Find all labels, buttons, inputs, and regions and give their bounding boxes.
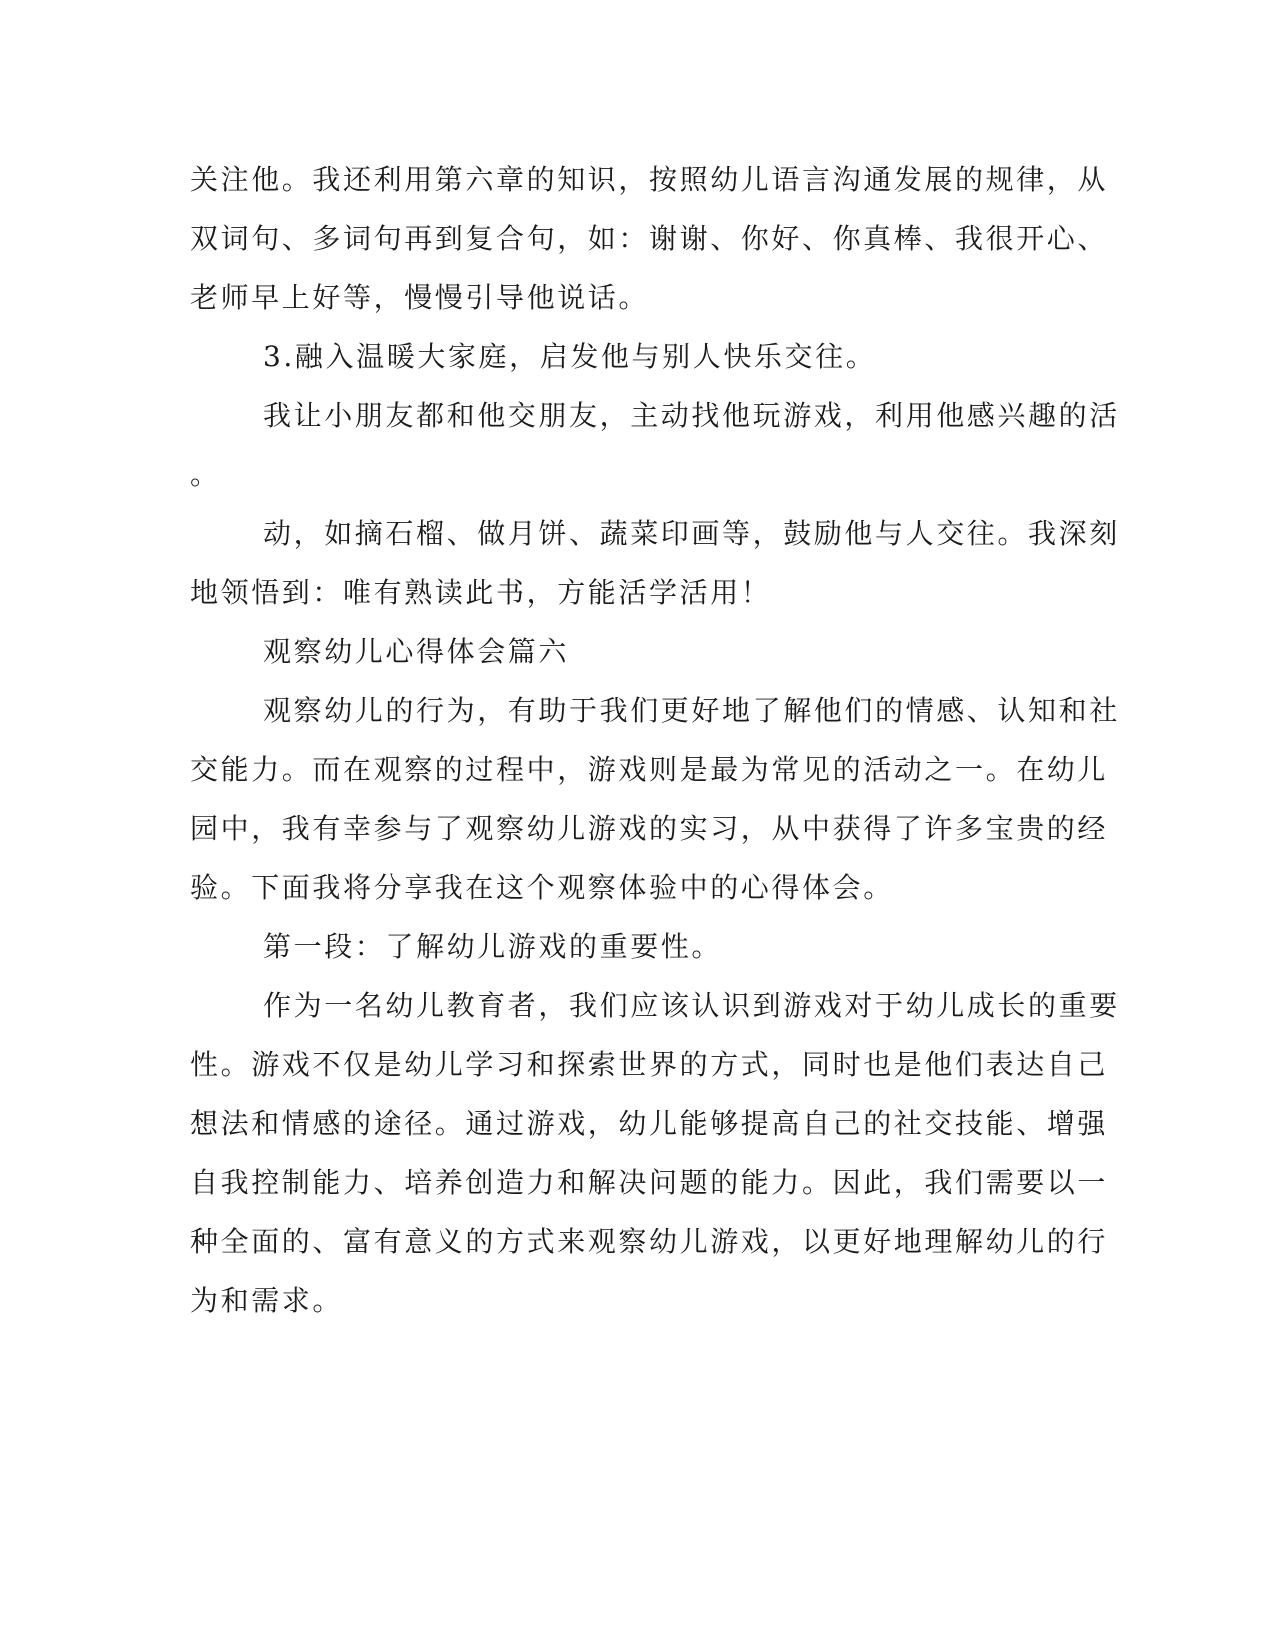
- text-line: 园中，我有幸参与了观察幼儿游戏的实习，从中获得了许多宝贵的经: [190, 812, 1109, 845]
- text-line: 老师早上好等，慢慢引导他说话。: [190, 281, 650, 314]
- section-title: 观察幼儿心得体会篇六: [263, 635, 570, 668]
- text-line: 我让小朋友都和他交朋友，主动找他玩游戏，利用他感兴趣的活: [263, 399, 1120, 432]
- text-line: 作为一名幼儿教育者，我们应该认识到游戏对于幼儿成长的重要: [263, 989, 1120, 1022]
- text-line: 交能力。而在观察的过程中，游戏则是最为常见的活动之一。在幼儿: [190, 753, 1109, 786]
- text-line: 性。游戏不仅是幼儿学习和探索世界的方式，同时也是他们表达自己: [190, 1048, 1109, 1081]
- text-line: 地领悟到：唯有熟读此书，方能活学活用！: [190, 576, 772, 609]
- text-line: 想法和情感的途径。通过游戏，幼儿能够提高自己的社交技能、增强: [190, 1107, 1109, 1140]
- text-line: 观察幼儿的行为，有助于我们更好地了解他们的情感、认知和社: [263, 694, 1120, 727]
- text-line: 种全面的、富有意义的方式来观察幼儿游戏，以更好地理解幼儿的行: [190, 1225, 1109, 1258]
- text-line: 双词句、多词句再到复合句，如：谢谢、你好、你真棒、我很开心、: [190, 222, 1109, 255]
- section-heading: 第一段：了解幼儿游戏的重要性。: [263, 930, 723, 963]
- text-line: 。: [190, 458, 221, 491]
- text-line: 验。下面我将分享我在这个观察体验中的心得体会。: [190, 871, 894, 904]
- text-line: 自我控制能力、培养创造力和解决问题的能力。因此，我们需要以一: [190, 1166, 1109, 1199]
- text-line: 为和需求。: [190, 1284, 344, 1317]
- section-heading: 3.融入温暖大家庭，启发他与别人快乐交往。: [263, 340, 877, 373]
- text-line: 关注他。我还利用第六章的知识，按照幼儿语言沟通发展的规律，从: [190, 163, 1109, 196]
- text-line: 动，如摘石榴、做月饼、蔬菜印画等，鼓励他与人交往。我深刻: [263, 517, 1120, 550]
